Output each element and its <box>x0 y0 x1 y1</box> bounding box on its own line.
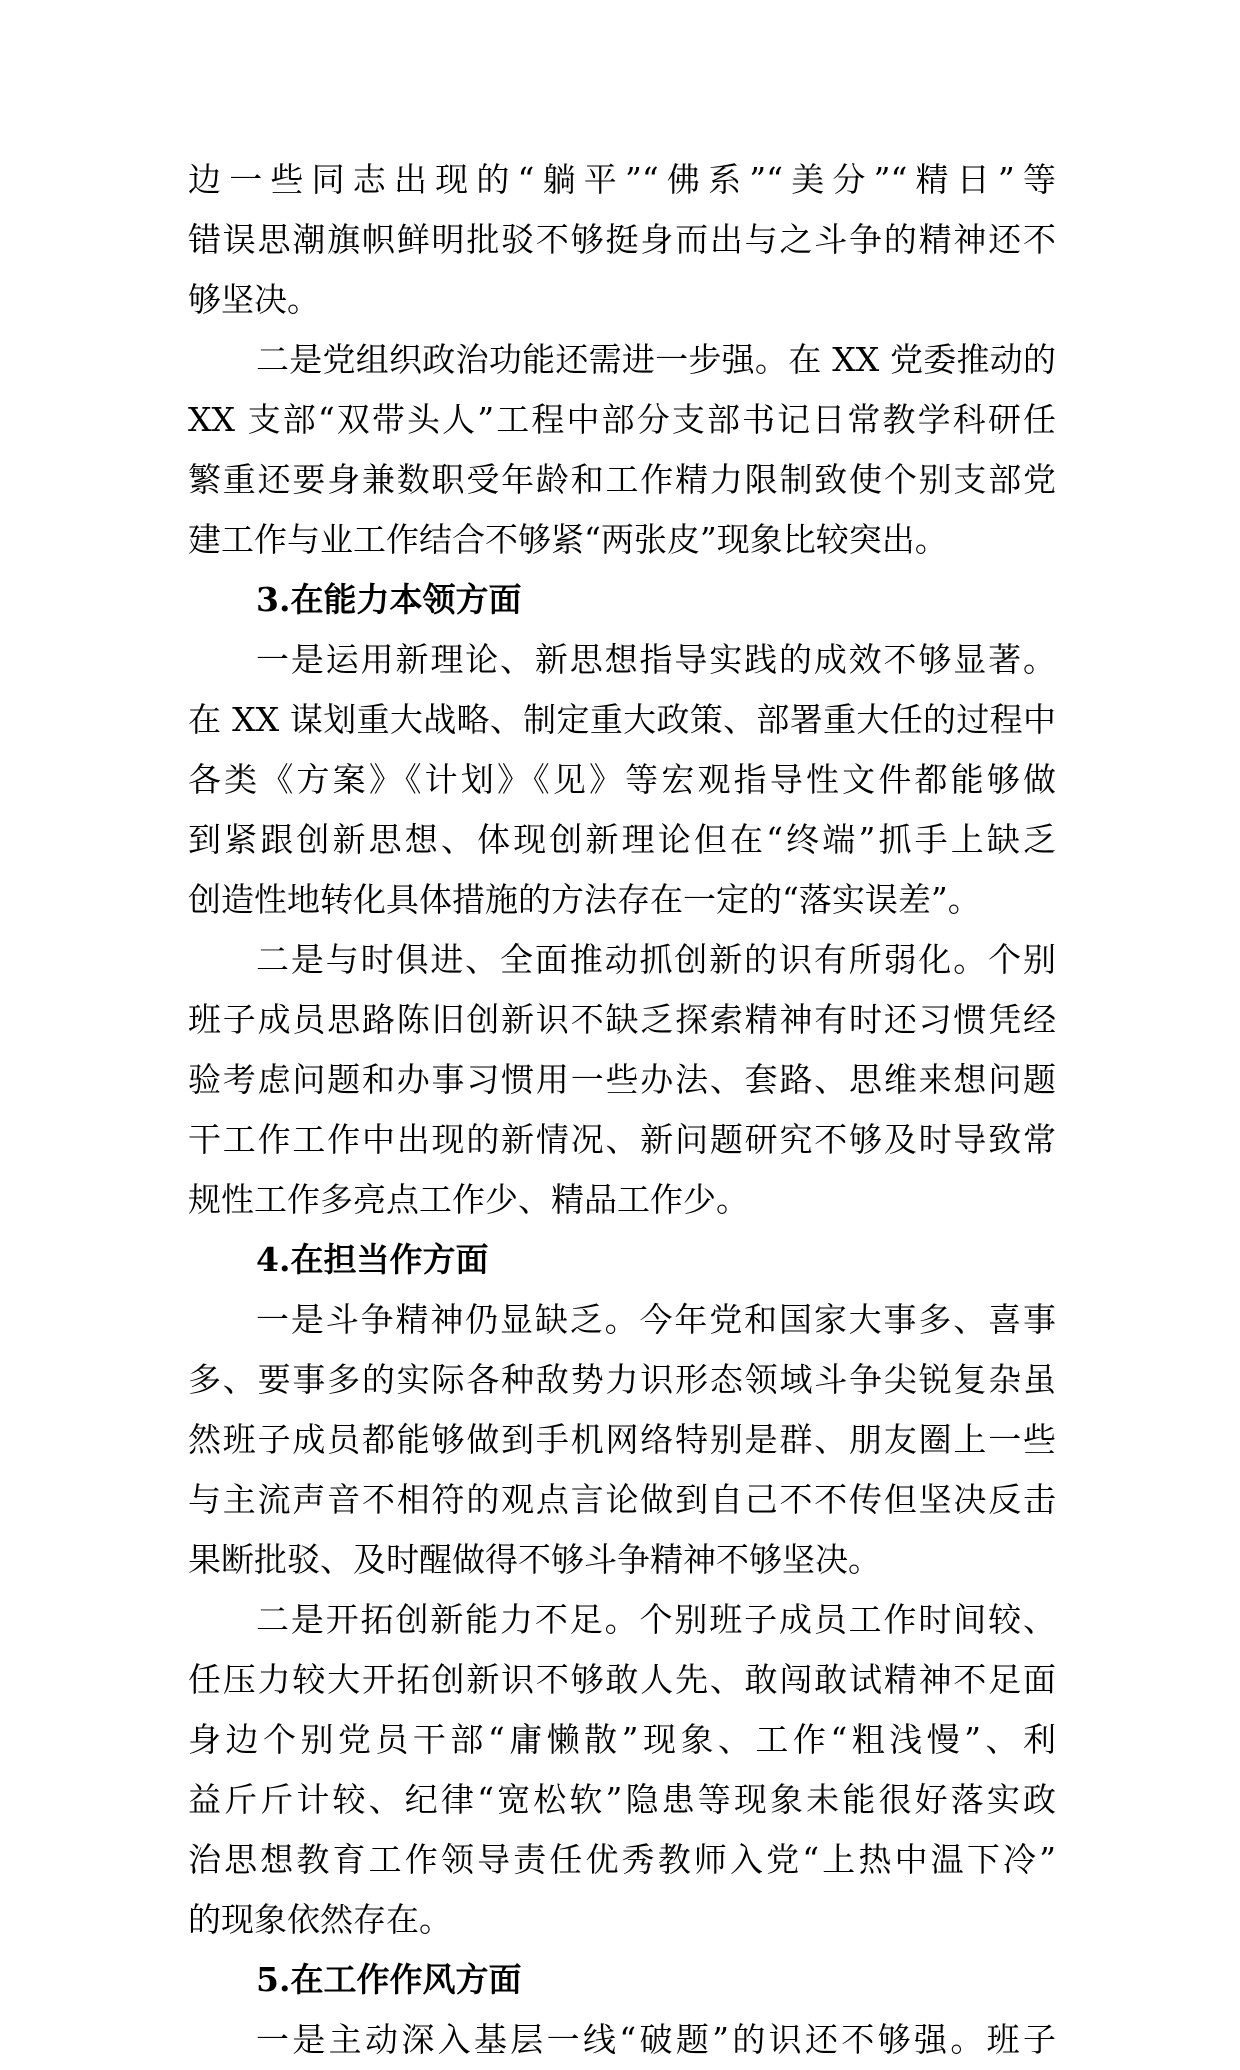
text-line: 一是运用新理论、新思想指导实践的成效不够显著。 <box>256 640 1056 679</box>
text-line: 规性工作多亮点工作少、精品工作少。 <box>188 1180 749 1219</box>
text-line: 一是斗争精神仍显缺乏。今年党和国家大事多、喜事 <box>256 1300 1056 1339</box>
section-heading: 4.在担当作方面 <box>256 1240 489 1279</box>
text-line: 创造性地转化具体措施的方法存在一定的“落实误差”。 <box>188 880 981 919</box>
text-line: 身边个别党员干部“庸懒散”现象、工作“粗浅慢”、利 <box>188 1720 1056 1759</box>
text-line: 在 XX 谋划重大战略、制定重大政策、部署重大任的过程中 <box>188 700 1056 739</box>
text-line: 的现象依然存在。 <box>188 1900 452 1939</box>
text-line: 边一些同志出现的“躺平”“佛系”“美分”“精日”等 <box>188 160 1056 199</box>
text-line: 二是开拓创新能力不足。个别班子成员工作时间较、 <box>256 1600 1056 1639</box>
text-line: 到紧跟创新思想、体现创新理论但在“终端”抓手上缺乏 <box>188 820 1056 859</box>
text-line: 多、要事多的实际各种敌势力识形态领域斗争尖锐复杂虽 <box>188 1360 1056 1399</box>
text-line: 繁重还要身兼数职受年龄和工作精力限制致使个别支部党 <box>188 460 1056 499</box>
text-line: 一是主动深入基层一线“破题”的识还不够强。班子 <box>256 2020 1056 2059</box>
text-line: 二是与时俱进、全面推动抓创新的识有所弱化。个别 <box>256 940 1056 979</box>
text-line: 果断批驳、及时醒做得不够斗争精神不够坚决。 <box>188 1540 881 1579</box>
document-page <box>188 150 1056 2070</box>
text-line: 与主流声音不相符的观点言论做到自己不不传但坚决反击 <box>188 1480 1056 1519</box>
text-line: 然班子成员都能够做到手机网络特别是群、朋友圈上一些 <box>188 1420 1056 1459</box>
text-line: XX 支部“双带头人”工程中部分支部书记日常教学科研任 <box>188 400 1056 439</box>
text-line: 错误思潮旗帜鲜明批驳不够挺身而出与之斗争的精神还不 <box>188 220 1056 259</box>
section-heading: 3.在能力本领方面 <box>256 580 522 619</box>
text-line: 二是党组织政治功能还需进一步强。在 XX 党委推动的 <box>256 340 1056 379</box>
text-line: 班子成员思路陈旧创新识不缺乏探索精神有时还习惯凭经 <box>188 1000 1056 1039</box>
text-line: 够坚决。 <box>188 280 320 319</box>
section-heading: 5.在工作作风方面 <box>256 1960 522 1999</box>
text-line: 任压力较大开拓创新识不够敢人先、敢闯敢试精神不足面 <box>188 1660 1056 1699</box>
text-line: 干工作工作中出现的新情况、新问题研究不够及时导致常 <box>188 1120 1056 1159</box>
text-line: 治思想教育工作领导责任优秀教师入党“上热中温下冷” <box>188 1840 1056 1879</box>
text-line: 建工作与业工作结合不够紧“两张皮”现象比较突出。 <box>188 520 948 559</box>
text-line: 验考虑问题和办事习惯用一些办法、套路、思维来想问题 <box>188 1060 1056 1099</box>
text-line: 各类《方案》《计划》《见》等宏观指导性文件都能够做 <box>188 760 1056 799</box>
text-line: 益斤斤计较、纪律“宽松软”隐患等现象未能很好落实政 <box>188 1780 1056 1819</box>
